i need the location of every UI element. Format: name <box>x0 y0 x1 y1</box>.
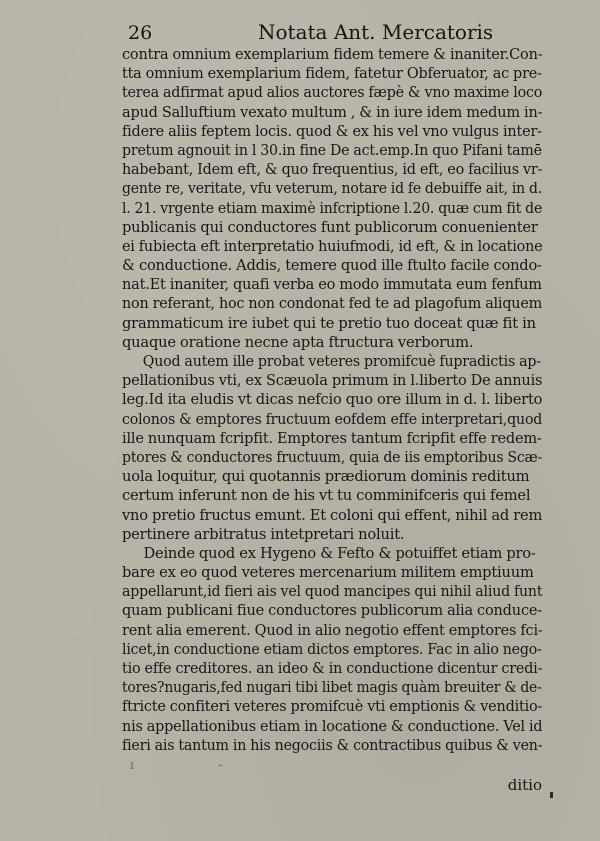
text-line: ille nunquam fcripfit. Emptores tantum fcripfit effe redem- <box>122 428 542 447</box>
ink-speck <box>550 792 553 798</box>
text-line: licet,in conductione etiam dictos emptores. Fac in alio nego- <box>122 639 542 658</box>
text-line: rent alia emerent. Quod in alio negotio effent emptores fci- <box>122 620 543 639</box>
text-line: appellarunt,id fieri ais vel quod mancipes qui nihil aliud funt <box>122 582 543 601</box>
text-line: apud Salluftium vexato multum , & in iure idem medum in- <box>122 102 543 121</box>
text-line: colonos & emptores fructuum eofdem effe interpretari,quod <box>122 409 543 428</box>
text-line: ei fubiecta eft interpretatio huiufmodi, id eft, & in locatione <box>122 236 543 255</box>
text-line: & conductione. Addis, temere quod ille ftulto facile condo- <box>122 256 542 275</box>
text-line: fidere aliis feptem locis. quod & ex his vel vno vulgus inter- <box>122 121 542 140</box>
text-line: l. 21. vrgente etiam maximè infcriptione l.20. quæ cum fit de <box>122 198 543 217</box>
text-line: terea adfirmat apud alios auctores fæpè & vno maxime loco <box>122 83 543 102</box>
text-line: pellationibus vti, ex Scæuola primum in l.liberto De annuis <box>122 371 543 390</box>
text-line: pretum agnouit in l 30.in fine De act.emp.In quo Pifani tamē <box>122 140 542 159</box>
text-line: gente re, veritate, vfu veterum, notare id fe debuiffe ait, in d. <box>122 179 543 198</box>
text-line: tores?nugaris,fed nugari tibi libet magis quàm breuiter & de- <box>122 678 542 697</box>
text-line: vno pretio fructus emunt. Et coloni qui effent, nihil ad rem <box>122 505 543 524</box>
page-header <box>122 20 532 44</box>
text-line: grammaticum ire iubet qui te pretio tuo doceat quæ fit in <box>122 313 536 332</box>
text-line: publicanis qui conductores funt publicorum conuenienter <box>122 217 538 236</box>
text-line: non referant, hoc non condonat fed te ad plagofum aliquem <box>122 294 543 313</box>
catchword: ditio <box>507 776 542 794</box>
text-line: habebant, Idem eft, & quo frequentius, id eft, eo facilius vr- <box>122 160 543 179</box>
text-line: certum inferunt non de his vt tu comminifceris qui femel <box>122 486 531 505</box>
text-line: fieri ais tantum in his negociis & contractibus quibus & ven- <box>122 735 543 754</box>
text-line: bare ex eo quod veteres mercenarium militem emptiuum <box>122 563 534 582</box>
text-line: leg.Id ita eludis vt dicas nefcio quo ore illum in d. l. liberto <box>122 390 543 409</box>
text-line: quaque oratione necne apta ftructura verborum. <box>122 332 474 351</box>
page-number: 26 <box>128 22 153 44</box>
text-line: nat.Et inaniter, quafi verba eo modo immutata eum fenfum <box>122 275 542 294</box>
running-head: Notata Ant. Mercatoris <box>258 20 494 44</box>
text-line: contra omnium exemplarium fidem temere & inaniter.Con- <box>122 45 543 63</box>
text-line: uola loquitur, qui quotannis prædiorum dominis reditum <box>122 467 530 486</box>
stray-ink-marks: ı - <box>130 758 263 773</box>
text-line: tta omnium exemplarium fidem, fatetur Obferuator, ac pre- <box>122 64 542 83</box>
text-line: Quod autem ille probat veteres promifcuè fupradictis ap- <box>142 352 541 370</box>
text-line: ftricte confiteri veteres promifcuè vti emptionis & venditio- <box>122 697 543 716</box>
text-line: tio effe creditores. an ideo & in conductione dicentur credi- <box>122 659 543 677</box>
text-line: Deinde quod ex Hygeno & Fefto & potuiffet etiam pro- <box>143 543 536 562</box>
text-line: ptores & conductores fructuum, quia de iis emptoribus Scæ- <box>122 447 543 466</box>
catchword-row <box>122 776 542 796</box>
text-line: nis appellationibus etiam in locatione & conductione. Vel id <box>122 716 543 735</box>
body-text <box>122 45 552 755</box>
text-line: pertinere arbitratus intetpretari noluit. <box>122 524 405 543</box>
text-line: quam publicani fiue conductores publicorum alia conduce- <box>122 601 542 620</box>
